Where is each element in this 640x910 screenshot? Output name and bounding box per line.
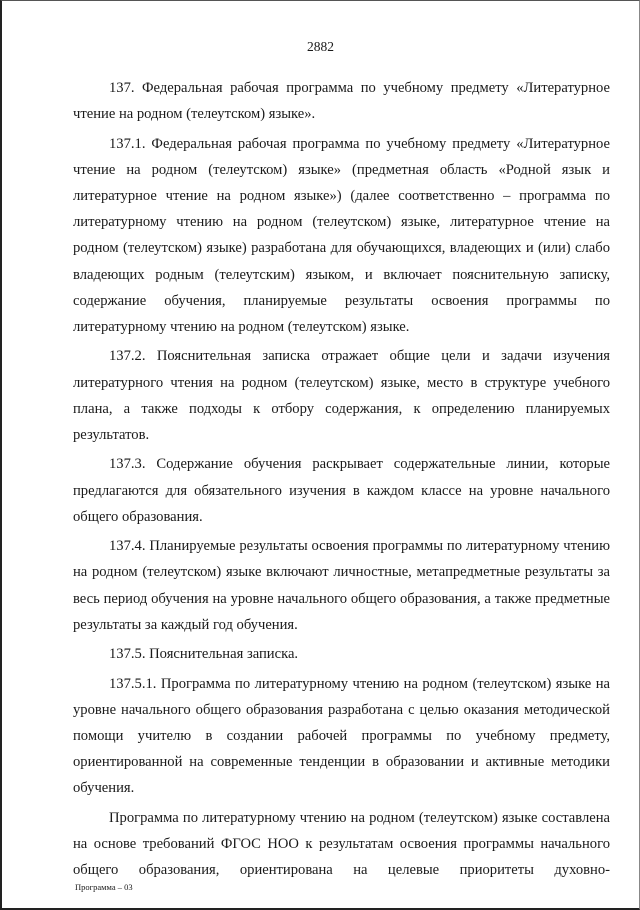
document-body — [73, 75, 610, 887]
footer-label: Программа – 03 — [75, 882, 133, 892]
paragraph-137-3: 137.3. Содержание обучения раскрывает содержательные линии, которые предлагаются для обязательного изучения в каждом классе на уровне начального общего образования. — [73, 456, 610, 525]
paragraph-137-2: 137.2. Пояснительная записка отражает общие цели и задачи изучения литературного чтения на родном (телеутском) языке, место в структуре учебного плана, а также подходы к отбору содержания, к определению планируемых результатов. — [73, 348, 610, 444]
paragraph-137-5: 137.5. Пояснительная записка. — [109, 646, 299, 663]
paragraph-137-1: 137.1. Федеральная рабочая программа по учебному предмету «Литературное чтение на родном (телеутском) языке» (предметная область «Родной язык и литературное чтение на родном языке») (далее соответственно – программа по литературному чтению на родном (телеутском) языке, литературное чтение на родном (телеутском) языке) разработана для обучающихся, владеющих и (или) слабо владеющих родным (телеутским) языком, и включает пояснительную записку, содержание обучения, планируемые результаты освоения программы по литературному чтению на родном (телеутском) языке. — [73, 135, 610, 336]
paragraph-137-5-1: 137.5.1. Программа по литературному чтению на родном (телеутском) языке на уровне начального общего образования разработана с целью оказания методической помощи учителю в создании рабочей программы по учебному предмету, ориентированной на современные тенденции в образовании и активные методики обучения. — [73, 675, 610, 797]
paragraph-137: 137. Федеральная рабочая программа по учебному предмету «Литературное чтение на родном (телеутском) языке». — [73, 80, 610, 123]
paragraph-137-4: 137.4. Планируемые результаты освоения программы по литературному чтению на родном (телеутском) языке включают личностные, метапредметные результаты за весь период обучения на уровне начального общего образования, а также предметные результаты за каждый год обучения. — [73, 538, 610, 633]
page-number: 2882 — [307, 39, 334, 54]
paragraph-program-basis: Программа по литературному чтению на родном (телеутском) языке составлена на основе требований ФГОС НОО к результатам освоения программы начального общего образования, ориентирована на целевые приоритеты духовно- — [73, 809, 610, 879]
